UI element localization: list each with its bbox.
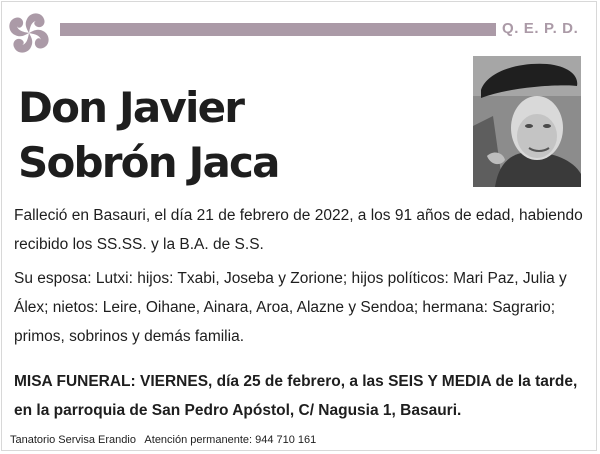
funeral-mass-paragraph: MISA FUNERAL: VIERNES, día 25 de febrero, a las SEIS Y MEDIA de la tarde, en la parroquia de San Pedro Apóstol, C/ Nagusia 1, Basauri.	[14, 373, 578, 419]
contact-phone: Atención permanente: 944 710 161	[144, 434, 317, 446]
header-bar	[60, 23, 496, 36]
death-notice-paragraph: Falleció en Basauri, el día 21 de febrero de 2022, a los 91 años de edad, habiendo recibido los SS.SS. y la B.A. de S.S.	[14, 207, 583, 253]
funeral-home-name: Tanatorio Servisa Erandio	[10, 434, 136, 446]
deceased-name	[18, 80, 279, 190]
portrait-illustration	[473, 56, 581, 187]
qepd-label: Q. E. P. D.	[502, 20, 579, 37]
name-line-1: Don Javier	[18, 83, 244, 132]
lauburu-icon	[4, 8, 54, 58]
family-paragraph: Su esposa: Lutxi: hijos: Txabi, Joseba y Zorione; hijos políticos: Mari Paz, Julia y Álex; nietos: Leire, Oihane, Ainara, Aroa, Alazne y Sendoa; hermana: Sagrario; primos, sobrinos y demás familia.	[14, 270, 567, 345]
portrait-photo	[473, 56, 581, 187]
name-line-2: Sobrón Jaca	[18, 138, 279, 187]
footer	[10, 434, 322, 446]
